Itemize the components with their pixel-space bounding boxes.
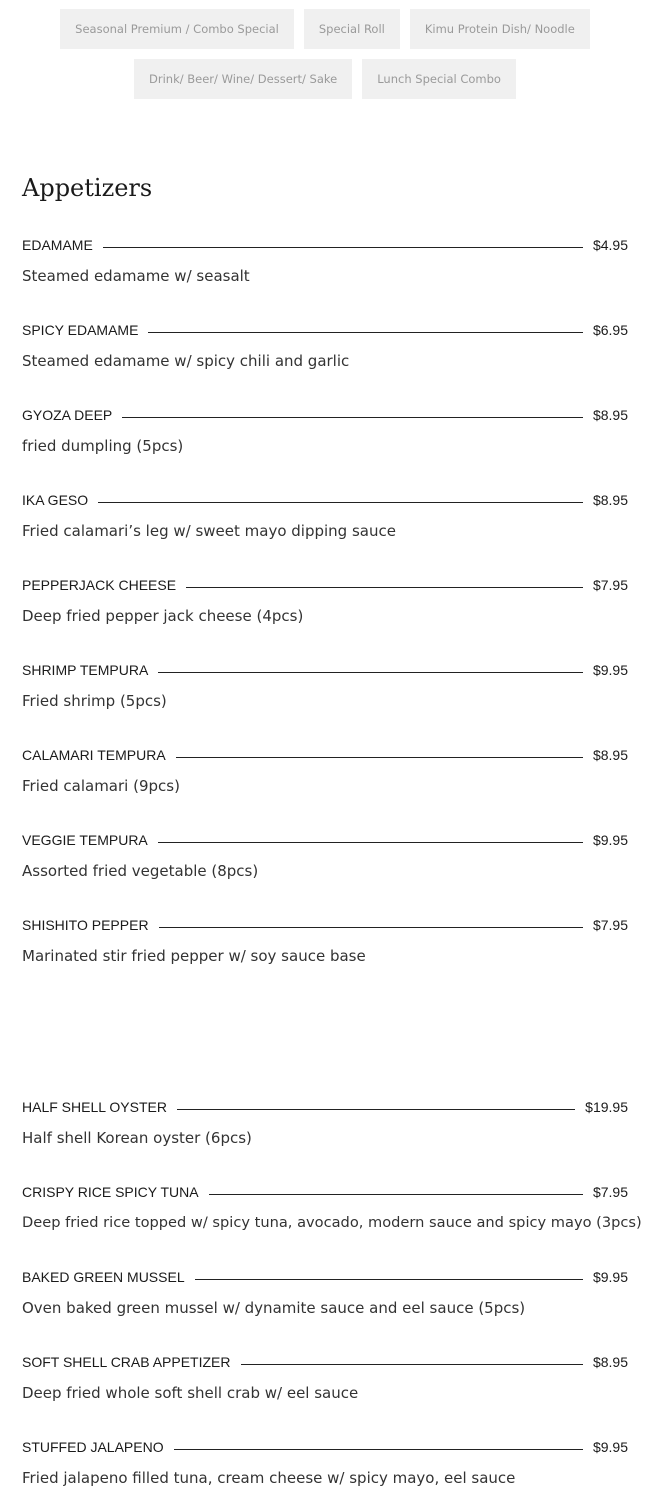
menu-item xyxy=(22,404,628,456)
item-price: $9.95 xyxy=(592,1269,628,1285)
price-leader-line xyxy=(159,927,583,928)
menu-item xyxy=(22,829,628,881)
item-description: Fried calamari (9pcs) xyxy=(22,777,180,795)
price-leader-line xyxy=(174,1449,583,1450)
item-description: Fried calamari’s leg w/ sweet mayo dipping sauce xyxy=(22,522,396,540)
item-price: $9.95 xyxy=(592,832,628,848)
menu-item xyxy=(22,744,628,796)
item-name: CRISPY RICE SPICY TUNA xyxy=(22,1184,199,1200)
menu-item xyxy=(22,574,628,626)
menu-item xyxy=(22,1436,628,1488)
item-price: $9.95 xyxy=(592,1439,628,1455)
item-price: $9.95 xyxy=(592,662,628,678)
item-price: $8.95 xyxy=(592,407,628,423)
item-description: Marinated stir fried pepper w/ soy sauce base xyxy=(22,947,366,965)
item-name: GYOZA DEEP xyxy=(22,407,113,423)
item-price: $8.95 xyxy=(592,492,628,508)
item-description: Deep fried pepper jack cheese (4pcs) xyxy=(22,607,304,625)
item-description: Fried shrimp (5pcs) xyxy=(22,692,167,710)
item-name: SHRIMP TEMPURA xyxy=(22,662,149,678)
item-description: Fried jalapeno filled tuna, cream cheese w/ spicy mayo, eel sauce xyxy=(22,1469,516,1487)
item-name: SPICY EDAMAME xyxy=(22,322,139,338)
price-leader-line xyxy=(186,587,583,588)
section-title: Appetizers xyxy=(22,174,153,202)
price-leader-line xyxy=(241,1364,583,1365)
menu-item xyxy=(22,1181,642,1233)
price-leader-line xyxy=(177,1109,575,1110)
tab-kimu-protein-noodle[interactable]: Kimu Protein Dish/ Noodle xyxy=(410,9,590,49)
item-price: $8.95 xyxy=(592,1354,628,1370)
tab-seasonal-premium[interactable]: Seasonal Premium / Combo Special xyxy=(60,9,294,49)
price-leader-line xyxy=(158,672,583,673)
item-description: Deep fried rice topped w/ spicy tuna, avocado, modern sauce and spicy mayo (3pcs) xyxy=(22,1214,642,1231)
price-leader-line xyxy=(158,842,583,843)
menu-item xyxy=(22,234,628,286)
tab-row-1 xyxy=(0,9,650,49)
menu-item xyxy=(22,1096,628,1148)
item-description: Oven baked green mussel w/ dynamite sauce and eel sauce (5pcs) xyxy=(22,1299,526,1317)
item-price: $19.95 xyxy=(585,1099,628,1115)
item-name: VEGGIE TEMPURA xyxy=(22,832,148,848)
menu-item xyxy=(22,659,628,711)
item-name: BAKED GREEN MUSSEL xyxy=(22,1269,185,1285)
item-name: STUFFED JALAPENO xyxy=(22,1439,164,1455)
price-leader-line xyxy=(176,757,583,758)
menu-item xyxy=(22,914,628,966)
item-description: Half shell Korean oyster (6pcs) xyxy=(22,1129,252,1147)
price-leader-line xyxy=(148,332,583,333)
price-leader-line xyxy=(195,1279,583,1280)
price-leader-line xyxy=(209,1194,583,1195)
item-price: $6.95 xyxy=(592,322,628,338)
price-leader-line xyxy=(98,502,583,503)
menu-item xyxy=(22,1351,628,1403)
item-description: fried dumpling (5pcs) xyxy=(22,437,184,455)
item-price: $7.95 xyxy=(592,1184,628,1200)
price-leader-line xyxy=(122,417,583,418)
item-description: Steamed edamame w/ seasalt xyxy=(22,267,250,285)
item-name: CALAMARI TEMPURA xyxy=(22,747,166,763)
item-name: EDAMAME xyxy=(22,237,93,253)
item-price: $7.95 xyxy=(592,917,628,933)
tab-lunch-special[interactable]: Lunch Special Combo xyxy=(362,59,516,99)
tab-drink-dessert[interactable]: Drink/ Beer/ Wine/ Dessert/ Sake xyxy=(134,59,352,99)
item-description: Assorted fried vegetable (8pcs) xyxy=(22,862,259,880)
item-name: IKA GESO xyxy=(22,492,89,508)
item-name: PEPPERJACK CHEESE xyxy=(22,577,177,593)
item-price: $8.95 xyxy=(592,747,628,763)
menu-item xyxy=(22,489,628,541)
price-leader-line xyxy=(103,247,583,248)
item-description: Steamed edamame w/ spicy chili and garlic xyxy=(22,352,350,370)
menu-category-tabs xyxy=(0,9,650,109)
tab-row-2 xyxy=(0,59,650,99)
menu-item xyxy=(22,1266,628,1318)
item-price: $4.95 xyxy=(592,237,628,253)
item-description: Deep fried whole soft shell crab w/ eel sauce xyxy=(22,1384,359,1402)
item-price: $7.95 xyxy=(592,577,628,593)
item-name: SOFT SHELL CRAB APPETIZER xyxy=(22,1354,231,1370)
menu-item xyxy=(22,319,628,371)
item-name: HALF SHELL OYSTER xyxy=(22,1099,167,1115)
tab-special-roll[interactable]: Special Roll xyxy=(304,9,400,49)
item-name: SHISHITO PEPPER xyxy=(22,917,149,933)
